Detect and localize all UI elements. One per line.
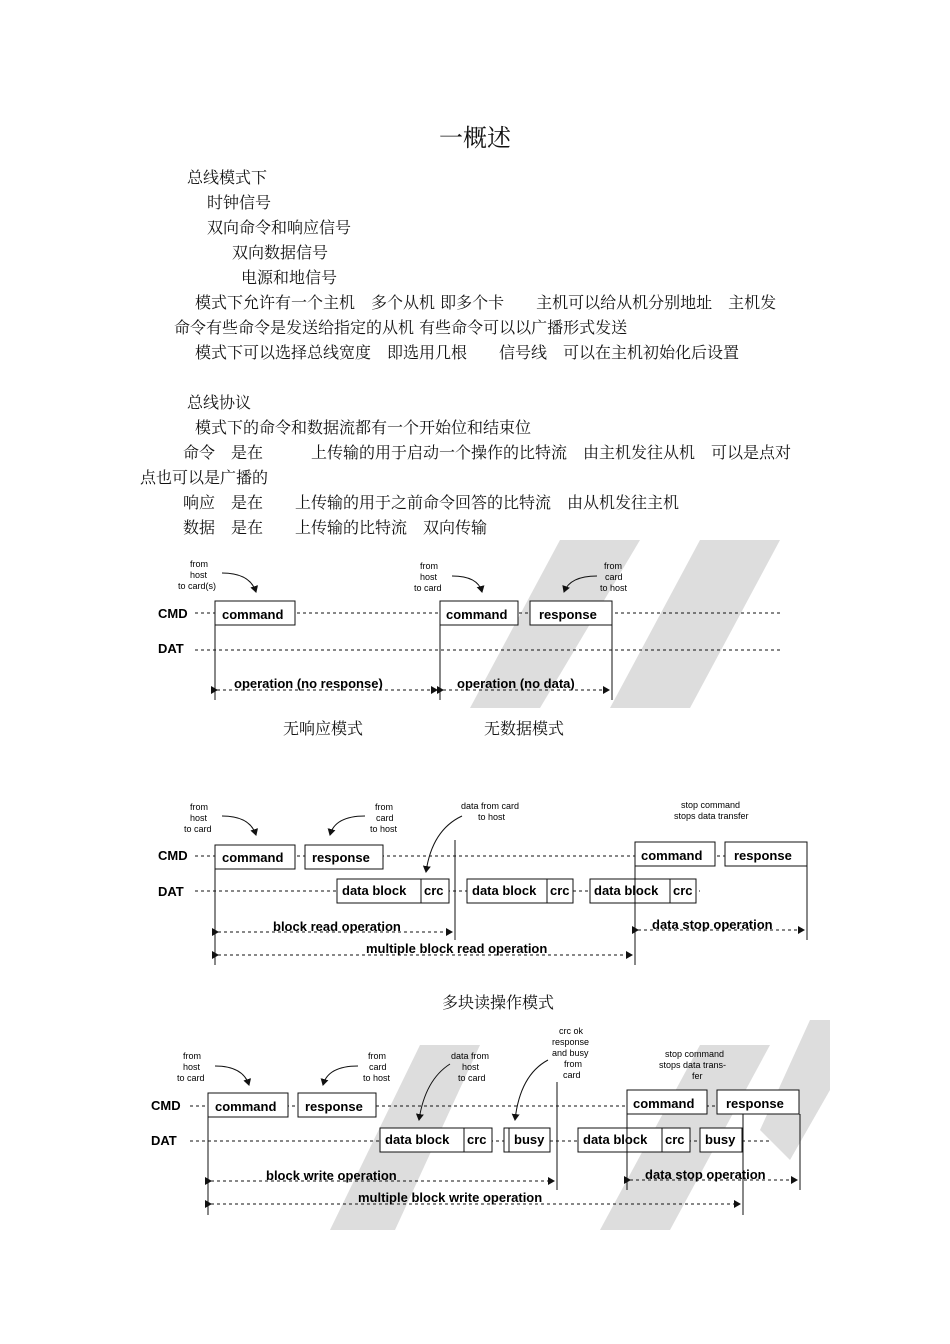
timing-diagram-multi-read bbox=[0, 795, 950, 975]
note-text: data from bbox=[451, 1051, 490, 1061]
note-text: stop command bbox=[681, 800, 741, 810]
note-text: from bbox=[368, 1051, 386, 1061]
crc-text: crc bbox=[665, 1132, 685, 1147]
note-text: to host bbox=[478, 812, 506, 822]
note-text: from bbox=[190, 802, 208, 812]
note-text: to host bbox=[370, 824, 398, 834]
command-text: command bbox=[215, 1099, 277, 1114]
cmd-label: CMD bbox=[158, 606, 188, 621]
note-text: from bbox=[420, 561, 438, 571]
op-label: block read operation bbox=[273, 919, 401, 934]
crc-text: crc bbox=[673, 883, 693, 898]
text-line: 响应 是在 上传输的用于之前命令回答的比特流 由从机发往主机 bbox=[183, 493, 680, 512]
response-text: response bbox=[312, 850, 370, 865]
note-text: from bbox=[564, 1059, 582, 1069]
command-text: command bbox=[633, 1096, 695, 1111]
text-line: 模式下可以选择总线宽度 即选用几根 信号线 可以在主机初始化后设置 bbox=[195, 343, 740, 362]
command-text: command bbox=[222, 607, 284, 622]
note-text: card bbox=[563, 1070, 581, 1080]
note-text: card bbox=[376, 813, 394, 823]
crc-text: crc bbox=[467, 1132, 487, 1147]
note-text: stop command bbox=[665, 1049, 725, 1059]
crc-text: crc bbox=[550, 883, 570, 898]
note-text: from bbox=[190, 559, 208, 569]
text-line: 双向数据信号 bbox=[232, 243, 329, 262]
dat-label: DAT bbox=[158, 641, 184, 656]
caption-no-response: 无响应模式 bbox=[283, 719, 364, 738]
data-block-text: data block bbox=[385, 1132, 450, 1147]
caption-multi-read: 多块读操作模式 bbox=[442, 993, 555, 1012]
text-line: 时钟信号 bbox=[207, 193, 272, 212]
command-text: command bbox=[222, 850, 284, 865]
text-line: 模式下允许有一个主机 多个从机 即多个卡 主机可以给从机分别地址 主机发 bbox=[195, 293, 777, 312]
caption-no-data: 无数据模式 bbox=[484, 719, 565, 738]
watermark-stripe bbox=[610, 540, 780, 708]
note-text: host bbox=[420, 572, 438, 582]
op-label: data stop operation bbox=[652, 917, 773, 932]
note-text: host bbox=[183, 1062, 201, 1072]
note-text: to host bbox=[600, 583, 628, 593]
op-label: block write operation bbox=[266, 1168, 397, 1183]
arrow bbox=[330, 816, 365, 835]
response-text: response bbox=[726, 1096, 784, 1111]
timing-diagram-no-response bbox=[0, 540, 950, 710]
text-line: 电源和地信号 bbox=[241, 268, 338, 287]
note-text: card bbox=[605, 572, 623, 582]
op-label: data stop operation bbox=[645, 1167, 766, 1182]
note-text: stops data trans- bbox=[659, 1060, 727, 1070]
text-line: 命令有些命令是发送给指定的从机 有些命令可以以广播形式发送 bbox=[174, 318, 628, 337]
note-text: to host bbox=[363, 1073, 391, 1083]
note-text: stops data transfer bbox=[674, 811, 749, 821]
timing-diagram-multi-write bbox=[0, 1020, 950, 1230]
cmd-label: CMD bbox=[151, 1098, 181, 1113]
arrow bbox=[323, 1066, 358, 1085]
arrow bbox=[215, 1066, 249, 1085]
op-label: operation (no data) bbox=[457, 676, 575, 691]
note-text: to card bbox=[184, 824, 212, 834]
note-text: to card bbox=[414, 583, 442, 593]
response-text: response bbox=[734, 848, 792, 863]
op-label: operation (no response) bbox=[234, 676, 383, 691]
text-line: 双向命令和响应信号 bbox=[207, 218, 352, 237]
crc-text: crc bbox=[424, 883, 444, 898]
text-line: 命令 是在 上传输的用于启动一个操作的比特流 由主机发往从机 可以是点对 bbox=[183, 443, 792, 462]
text-line: 数据 是在 上传输的比特流 双向传输 bbox=[183, 518, 488, 537]
note-text: from bbox=[375, 802, 393, 812]
text-line: 总线模式下 bbox=[187, 168, 268, 187]
op-label: multiple block write operation bbox=[358, 1190, 543, 1205]
section-heading: 总线协议 bbox=[187, 393, 252, 412]
arrow bbox=[515, 1060, 548, 1120]
text-line: 点也可以是广播的 bbox=[140, 468, 269, 487]
data-block-text: data block bbox=[342, 883, 407, 898]
command-text: command bbox=[641, 848, 703, 863]
note-text: host bbox=[462, 1062, 480, 1072]
dat-label: DAT bbox=[151, 1133, 177, 1148]
note-text: card bbox=[369, 1062, 387, 1072]
note-text: crc ok bbox=[559, 1026, 584, 1036]
note-text: from bbox=[183, 1051, 201, 1061]
note-text: host bbox=[190, 570, 208, 580]
arrow bbox=[426, 816, 462, 872]
note-text: to card bbox=[458, 1073, 486, 1083]
note-text: data from card bbox=[461, 801, 520, 811]
text-line: 模式下的命令和数据流都有一个开始位和结束位 bbox=[195, 418, 532, 437]
response-text: response bbox=[305, 1099, 363, 1114]
data-block-text: data block bbox=[472, 883, 537, 898]
response-text: response bbox=[539, 607, 597, 622]
note-text: from bbox=[604, 561, 622, 571]
note-text: and busy bbox=[552, 1048, 589, 1058]
op-label: multiple block read operation bbox=[366, 941, 548, 956]
busy-text: busy bbox=[705, 1132, 736, 1147]
note-text: to card bbox=[177, 1073, 205, 1083]
arrow bbox=[222, 573, 256, 592]
busy-text: busy bbox=[514, 1132, 545, 1147]
data-block-text: data block bbox=[594, 883, 659, 898]
arrow bbox=[452, 576, 482, 592]
note-text: fer bbox=[692, 1071, 703, 1081]
command-text: command bbox=[446, 607, 508, 622]
cmd-label: CMD bbox=[158, 848, 188, 863]
page-title: 一概述 bbox=[439, 124, 511, 152]
note-text: response bbox=[552, 1037, 590, 1047]
data-block-text: data block bbox=[583, 1132, 648, 1147]
dat-label: DAT bbox=[158, 884, 184, 899]
arrow bbox=[222, 816, 256, 835]
note-text: host bbox=[190, 813, 208, 823]
note-text: to card(s) bbox=[178, 581, 217, 591]
